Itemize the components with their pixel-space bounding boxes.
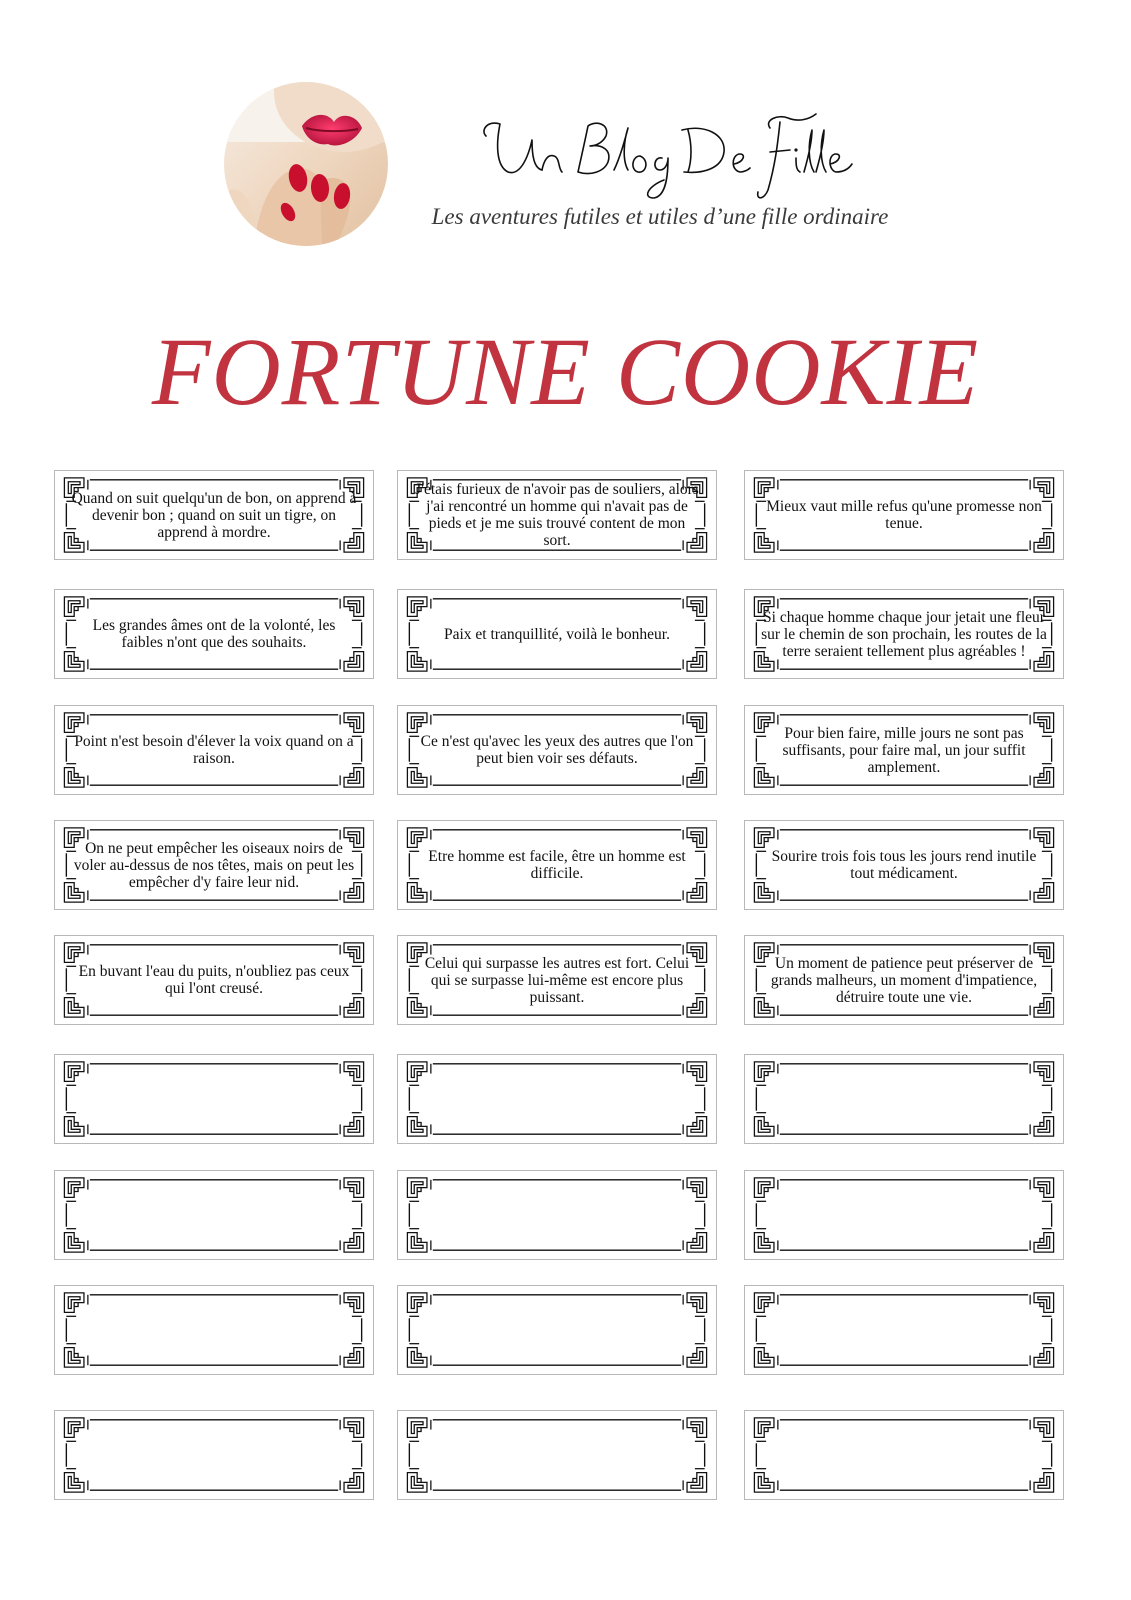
fortune-card [54, 705, 374, 795]
fortune-message [761, 1063, 1047, 1135]
fortune-card [54, 1410, 374, 1500]
fortune-message: En buvant l'eau du puits, n'oubliez pas ceux qui l'ont creusé. [78, 963, 350, 997]
fortune-message: Mieux vaut mille refus qu'une promesse non tenue. [766, 498, 1042, 532]
fortune-message: Quand on suit quelqu'un de bon, on apprend à devenir bon ; quand on suit un tigre, on apprend à mordre. [71, 489, 357, 541]
fortune-message [414, 1063, 700, 1135]
fortune-card [744, 1170, 1064, 1260]
fortune-card [744, 589, 1064, 679]
fortune-card [397, 1170, 717, 1260]
fortune-message [71, 1294, 357, 1366]
fortune-message [761, 1419, 1047, 1491]
fortune-message: J'étais furieux de n'avoir pas de souliers, alors j'ai rencontré un homme qui n'avait pas de pieds et je me suis trouvé content de mon sort. [415, 481, 699, 549]
fortune-message [761, 1294, 1047, 1366]
blog-tagline: Les aventures futiles et utiles d’une fille ordinaire [431, 204, 889, 229]
fortune-card [744, 705, 1064, 795]
fortune-card [744, 820, 1064, 910]
fortune-card [744, 1285, 1064, 1375]
fortune-message: Etre homme est facile, être un homme est difficile. [428, 848, 686, 882]
fortune-card [54, 470, 374, 560]
fortune-message [71, 1063, 357, 1135]
fortune-message: Pour bien faire, mille jours ne sont pas suffisants, pour faire mal, un jour suffit amplement. [782, 724, 1026, 776]
fortune-card [397, 1054, 717, 1144]
fortune-card [744, 470, 1064, 560]
fortune-card [397, 589, 717, 679]
fortune-message [71, 1419, 357, 1491]
fortune-card [54, 935, 374, 1025]
fortune-message: Point n'est besoin d'élever la voix quand on a raison. [74, 733, 354, 767]
page-title: FORTUNE COOKIE [151, 318, 980, 425]
fortune-card [397, 1410, 717, 1500]
fortune-message: On ne peut empêcher les oiseaux noirs de voler au-dessus de nos têtes, mais on peut les empêcher d'y faire leur nid. [73, 839, 355, 891]
fortune-card [54, 1170, 374, 1260]
fortune-message [414, 1179, 700, 1251]
fortune-message: Un moment de patience peut préserver de grands malheurs, un moment d'impatience, détruire toute une vie. [770, 954, 1038, 1006]
fortune-card [397, 820, 717, 910]
fortune-message: Les grandes âmes ont de la volonté, les faibles n'ont que des souhaits. [92, 617, 336, 651]
avatar [224, 82, 388, 246]
fortune-message: Celui qui surpasse les autres est fort. Celui qui se surpasse lui-même est encore plus puissant. [424, 954, 690, 1006]
fortune-message [71, 1179, 357, 1251]
fortune-message [414, 1294, 700, 1366]
blog-logo [478, 100, 858, 210]
fortune-card [397, 935, 717, 1025]
fortune-card [397, 470, 717, 560]
fortune-card [397, 705, 717, 795]
fortune-message [761, 1179, 1047, 1251]
fortune-card [54, 820, 374, 910]
fortune-card [54, 589, 374, 679]
fortune-card [744, 935, 1064, 1025]
fortune-message: Paix et tranquillité, voilà le bonheur. [444, 625, 670, 643]
fortune-message: Si chaque homme chaque jour jetait une fleur sur le chemin de son prochain, les routes de la terre seraient tellement plus agréables ! [761, 608, 1047, 660]
fortune-card [744, 1410, 1064, 1500]
fortune-message [414, 1419, 700, 1491]
lips-photo-icon [224, 82, 388, 246]
fortune-message: Sourire trois fois tous les jours rend inutile tout médicament. [771, 848, 1037, 882]
fortune-card [54, 1054, 374, 1144]
fortune-card [397, 1285, 717, 1375]
fortune-card [54, 1285, 374, 1375]
fortune-card [744, 1054, 1064, 1144]
fortune-message: Ce n'est qu'avec les yeux des autres que l'on peut bien voir ses défauts. [420, 733, 694, 767]
